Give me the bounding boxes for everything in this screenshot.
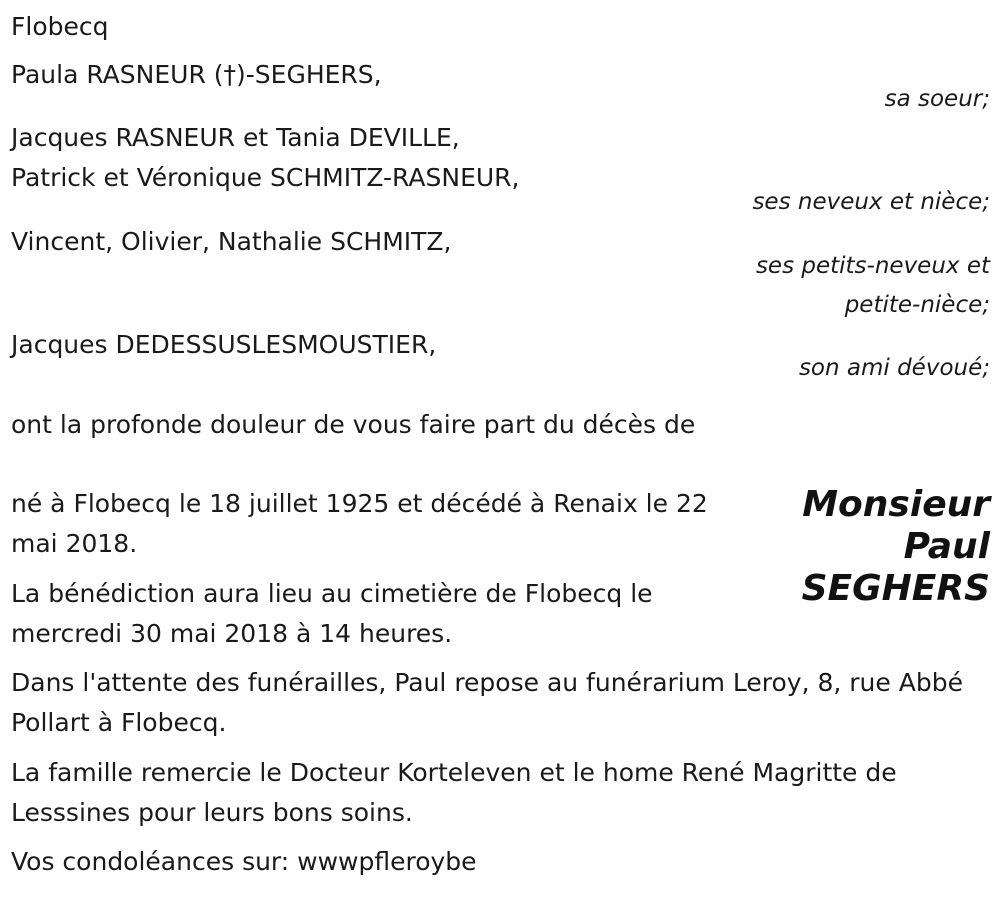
blessing-text: La bénédiction aura lieu au cimetière de Flobecq le mercredi 30 mai 2018 à 14 heures.	[11, 579, 653, 648]
repose-text: Dans l'attente des funérailles, Paul repose au funérarium Leroy, 8, rue Abbé Pollart à Flobecq.	[11, 668, 963, 737]
announcement-text: ont la profonde douleur de vous faire part du décès de	[11, 410, 696, 439]
birth-death-text: né à Flobecq le 18 juillet 1925 et décédé à Renaix le 22 mai 2018.	[11, 489, 708, 558]
relation-grandnephews-1: ses petits-neveux et	[755, 253, 990, 279]
thanks-text: La famille remercie le Docteur Korteleven et le home René Magritte de Lesssines pour leurs bons soins.	[11, 758, 897, 827]
relation-nephews: ses neveux et nièce;	[752, 189, 990, 215]
relation-friend: son ami dévoué;	[798, 355, 990, 381]
relation-grandnephews-2: petite-nièce;	[844, 292, 990, 318]
deceased-name	[802, 484, 990, 610]
family-name-friend: Jacques DEDESSUSLESMOUSTIER,	[11, 330, 437, 359]
family-name-nephew-2: Patrick et Véronique SCHMITZ-RASNEUR,	[11, 163, 520, 192]
condolences-text: Vos condoléances sur: wwwpfleroybe	[11, 847, 477, 876]
family-name-nephew-1: Jacques RASNEUR et Tania DEVILLE,	[11, 123, 460, 152]
deceased-first-name: Paul	[903, 526, 990, 567]
deceased-last-name: SEGHERS	[801, 568, 990, 609]
deceased-title: Monsieur	[802, 484, 990, 525]
family-name-sister: Paula RASNEUR (†)-SEGHERS,	[11, 60, 382, 89]
relation-sister: sa soeur;	[884, 86, 990, 112]
location: Flobecq	[11, 12, 109, 41]
family-name-grandnephews: Vincent, Olivier, Nathalie SCHMITZ,	[11, 227, 452, 256]
